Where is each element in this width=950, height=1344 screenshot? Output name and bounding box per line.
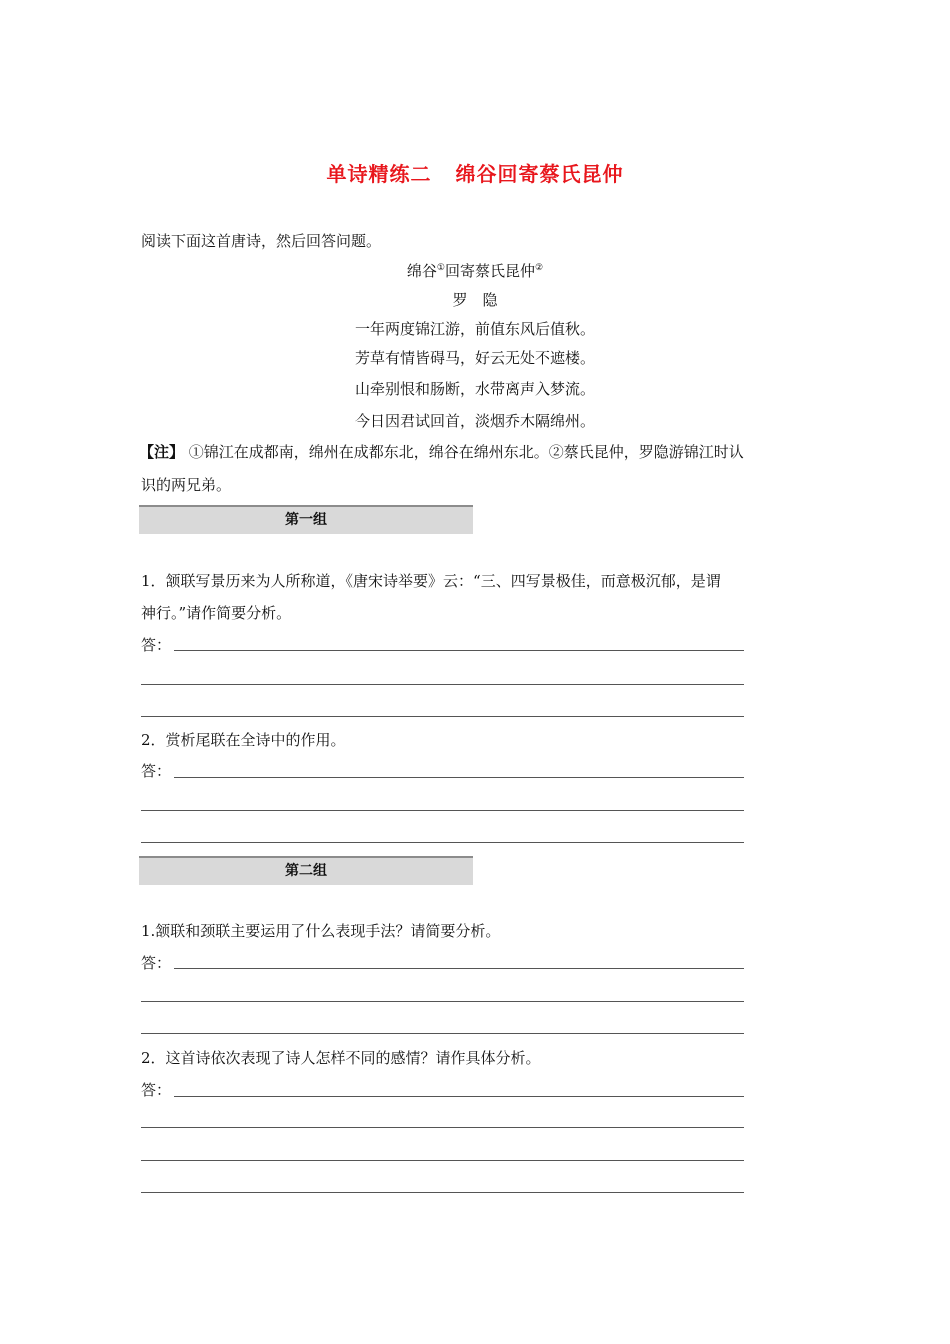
answer-line[interactable] <box>174 777 744 778</box>
group-2-header: 第二组 <box>139 856 473 885</box>
poem-line: 芳草有情皆碍马，好云无处不遮楼。 <box>354 349 595 367</box>
poem-line: 一年两度锦江游，前值东风后值秋。 <box>354 320 595 338</box>
answer-line[interactable] <box>141 810 744 811</box>
poem-line: 山牵别恨和肠断，水带离声入梦流。 <box>354 380 595 398</box>
answer-label: 答： <box>141 954 172 972</box>
answer-label: 答： <box>141 1081 172 1099</box>
answer-line[interactable] <box>141 842 744 843</box>
title-part-2: 绵谷回寄蔡氏昆仲 <box>455 162 624 186</box>
poem-title: 绵谷①回寄蔡氏昆仲② <box>406 262 544 280</box>
footnote-marker-1: ① <box>436 263 445 273</box>
answer-line[interactable] <box>174 968 744 969</box>
question-1-1-cont: 神行。”请作简要分析。 <box>141 604 292 622</box>
poem-author: 罗 隐 <box>452 291 498 309</box>
answer-line[interactable] <box>141 1192 744 1193</box>
answer-line[interactable] <box>174 650 744 651</box>
footnote-marker-2: ② <box>535 263 544 273</box>
poem-line: 今日因君试回首，淡烟乔木隔绵州。 <box>354 412 595 430</box>
answer-line[interactable] <box>174 1096 744 1097</box>
note-tag: 【注】 <box>139 443 185 461</box>
answer-label: 答： <box>141 762 172 780</box>
question-2-2: 2．这首诗依次表现了诗人怎样不同的感情？请作具体分析。 <box>141 1049 541 1067</box>
question-1-1: 1．颔联写景历来为人所称道，《唐宋诗举要》云：“三、四写景极佳，而意极沉郁，是谓 <box>141 572 721 590</box>
answer-line[interactable] <box>141 1033 744 1034</box>
page-title <box>0 158 950 187</box>
answer-line[interactable] <box>141 1127 744 1128</box>
answer-line[interactable] <box>141 684 744 685</box>
answer-line[interactable] <box>141 1001 744 1002</box>
answer-line[interactable] <box>141 1160 744 1161</box>
group-1-header: 第一组 <box>139 505 473 534</box>
answer-line[interactable] <box>141 716 744 717</box>
question-1-2: 2．赏析尾联在全诗中的作用。 <box>141 731 346 749</box>
note-line-1: 【注】 ①锦江在成都南，绵州在成都东北，绵谷在绵州东北。②蔡氏昆仲，罗隐游锦江时认 <box>139 443 744 461</box>
instruction-text: 阅读下面这首唐诗，然后回答问题。 <box>141 232 382 250</box>
answer-label: 答： <box>141 636 172 654</box>
question-2-1: 1.颔联和颈联主要运用了什么表现手法？请简要分析。 <box>141 922 501 940</box>
title-part-1: 单诗精练二 <box>326 162 432 186</box>
note-line-2: 识的两兄弟。 <box>141 476 232 494</box>
